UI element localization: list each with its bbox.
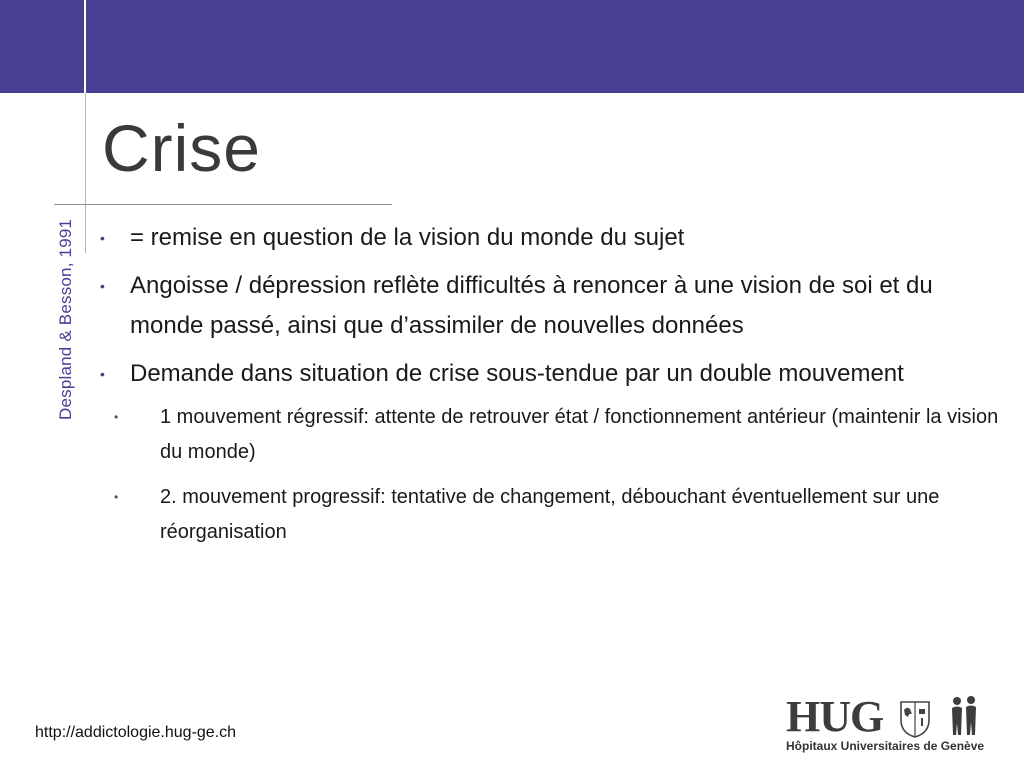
bullet-item [100,354,1000,394]
logo-subtitle: Hôpitaux Universitaires de Genève [786,739,985,753]
vertical-rule [85,93,86,253]
slide-title: Crise [102,111,262,185]
hug-logo [786,692,986,757]
people-group-icon [950,695,980,737]
sub-bullet-text: 2. mouvement progressif: tentative de changement, débouchant éventuellement sur une réorganisation [160,486,940,543]
logo-wordmark: HUG [786,692,884,741]
bullet-item [100,266,1000,346]
side-citation: Despland & Besson, 1991 [56,218,75,420]
bullet-text: Angoisse / dépression reflète difficultés à renoncer à une vision de soi et du monde passé, ainsi que d’assimiler de nouvelles données [130,272,933,339]
header-divider [84,0,86,93]
bullet-text: = remise en question de la vision du monde du sujet [130,224,685,251]
sub-bullet-dot-icon: • [114,410,119,424]
sub-bullet-text: 1 mouvement régressif: attente de retrouver état / fonctionnement antérieur (maintenir la vision du monde) [160,406,999,463]
geneva-shield-icon [899,700,931,738]
slide-content [100,218,1000,560]
sub-bullet-item [100,400,1000,470]
sub-bullet-list [100,400,1000,550]
bullet-text: Demande dans situation de crise sous-tendue par un double mouvement [130,360,904,387]
header-band [0,0,1024,93]
sub-bullet-dot-icon: • [114,490,119,504]
bullet-dot-icon: • [100,230,105,246]
title-underline [54,204,392,205]
footer-url: http://addictologie.hug-ge.ch [35,724,237,741]
bullet-dot-icon: • [100,366,105,382]
bullet-dot-icon: • [100,278,105,294]
sub-bullet-item [100,480,1000,550]
bullet-item [100,218,1000,258]
